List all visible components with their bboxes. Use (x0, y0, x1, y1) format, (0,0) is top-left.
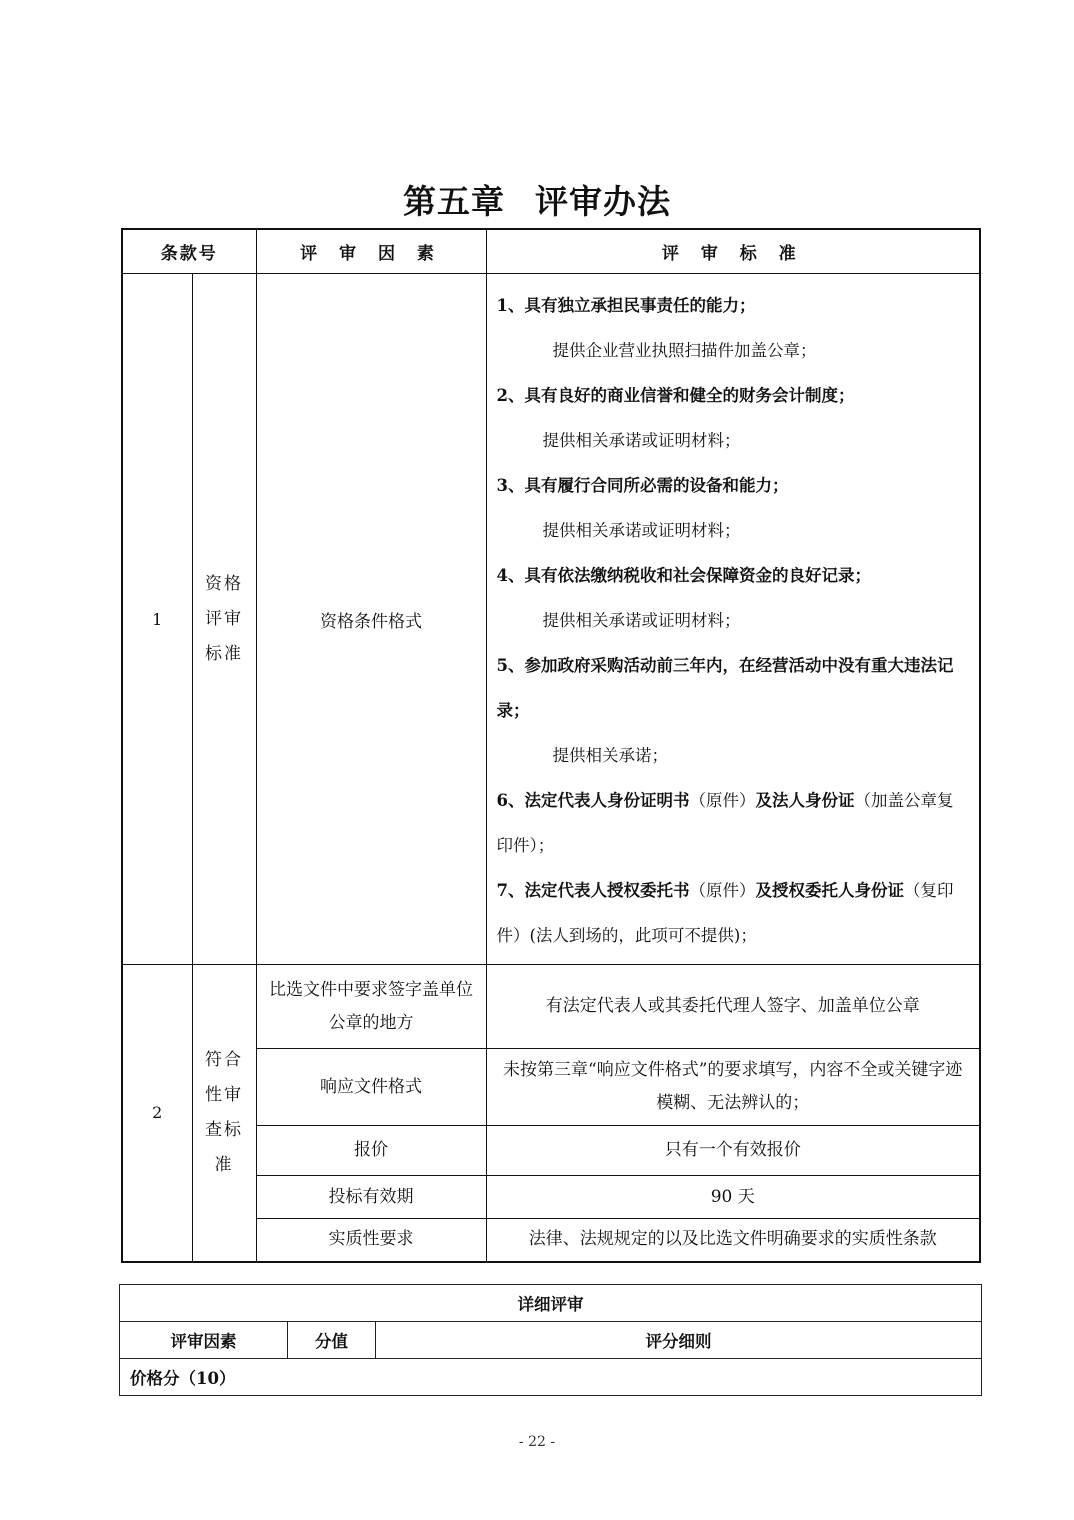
category-label: 资格 评审 标准 (192, 274, 256, 965)
compliance-row (122, 965, 980, 1049)
factor-cell: 报价 (256, 1126, 486, 1176)
chapter-number: 第五章 (403, 182, 505, 221)
standard-cell: 90 天 (486, 1176, 980, 1219)
criterion-6: 6、法定代表人身份证明书（原件）及法人身份证（加盖公章复印件）； (496, 791, 954, 855)
detail-header-rules: 评分细则 (376, 1322, 982, 1359)
clause-number: 2 (122, 965, 192, 1262)
criterion-5-evidence: 提供相关承诺； (552, 746, 668, 765)
detail-header-factor: 评审因素 (120, 1322, 288, 1359)
criterion-4: 4、具有依法缴纳税收和社会保障资金的良好记录； (496, 566, 871, 585)
category-label: 符合 性审 查标 准 (192, 965, 256, 1262)
header-standard: 评 审 标 准 (486, 229, 980, 274)
page-number: - 22 - (518, 1434, 556, 1450)
factor-cell: 投标有效期 (256, 1176, 486, 1219)
factor-cell: 响应文件格式 (256, 1049, 486, 1126)
criterion-3: 3、具有履行合同所必需的设备和能力； (496, 476, 789, 495)
chapter-name: 评审办法 (535, 182, 671, 221)
price-score-row (120, 1359, 982, 1396)
standard-cell: 有法定代表人或其委托代理人签字、加盖单位公章 (486, 965, 980, 1049)
header-row (122, 229, 980, 274)
standard-cell: 未按第三章“响应文件格式”的要求填写，内容不全或关键字迹模糊、无法辨认的； (486, 1049, 980, 1126)
price-score-label: 价格分（10） (120, 1359, 982, 1396)
header-factor: 评 审 因 素 (256, 229, 486, 274)
qualification-row (122, 274, 980, 965)
chapter-title (0, 176, 1074, 223)
header-clause: 条款号 (122, 229, 256, 274)
detail-header-row (120, 1322, 982, 1359)
evaluation-table (121, 228, 981, 1263)
criteria-cell (486, 274, 980, 965)
criterion-7: 7、法定代表人授权委托书（原件）及授权委托人身份证（复印件）(法人到场的，此项可不提供)； (496, 881, 954, 945)
detail-header-score: 分值 (288, 1322, 376, 1359)
standard-cell: 法律、法规规定的以及比选文件明确要求的实质性条款 (486, 1219, 980, 1262)
criterion-1-evidence: 提供企业营业执照扫描件加盖公章； (552, 341, 817, 360)
criterion-2: 2、具有良好的商业信誉和健全的财务会计制度； (496, 386, 855, 405)
criterion-3-evidence: 提供相关承诺或证明材料； (542, 521, 741, 540)
factor-cell: 资格条件格式 (256, 274, 486, 965)
detailed-review-table (119, 1284, 982, 1396)
factor-cell: 实质性要求 (256, 1219, 486, 1262)
detail-title-row (120, 1285, 982, 1322)
criterion-4-evidence: 提供相关承诺或证明材料； (542, 611, 741, 630)
criterion-2-evidence: 提供相关承诺或证明材料； (542, 431, 741, 450)
detail-title: 详细评审 (120, 1285, 982, 1322)
criterion-5: 5、参加政府采购活动前三年内，在经营活动中没有重大违法记录； (496, 656, 954, 720)
standard-cell: 只有一个有效报价 (486, 1126, 980, 1176)
clause-number: 1 (122, 274, 192, 965)
criterion-1: 1、具有独立承担民事责任的能力； (496, 296, 756, 315)
factor-cell: 比选文件中要求签字盖单位公章的地方 (256, 965, 486, 1049)
